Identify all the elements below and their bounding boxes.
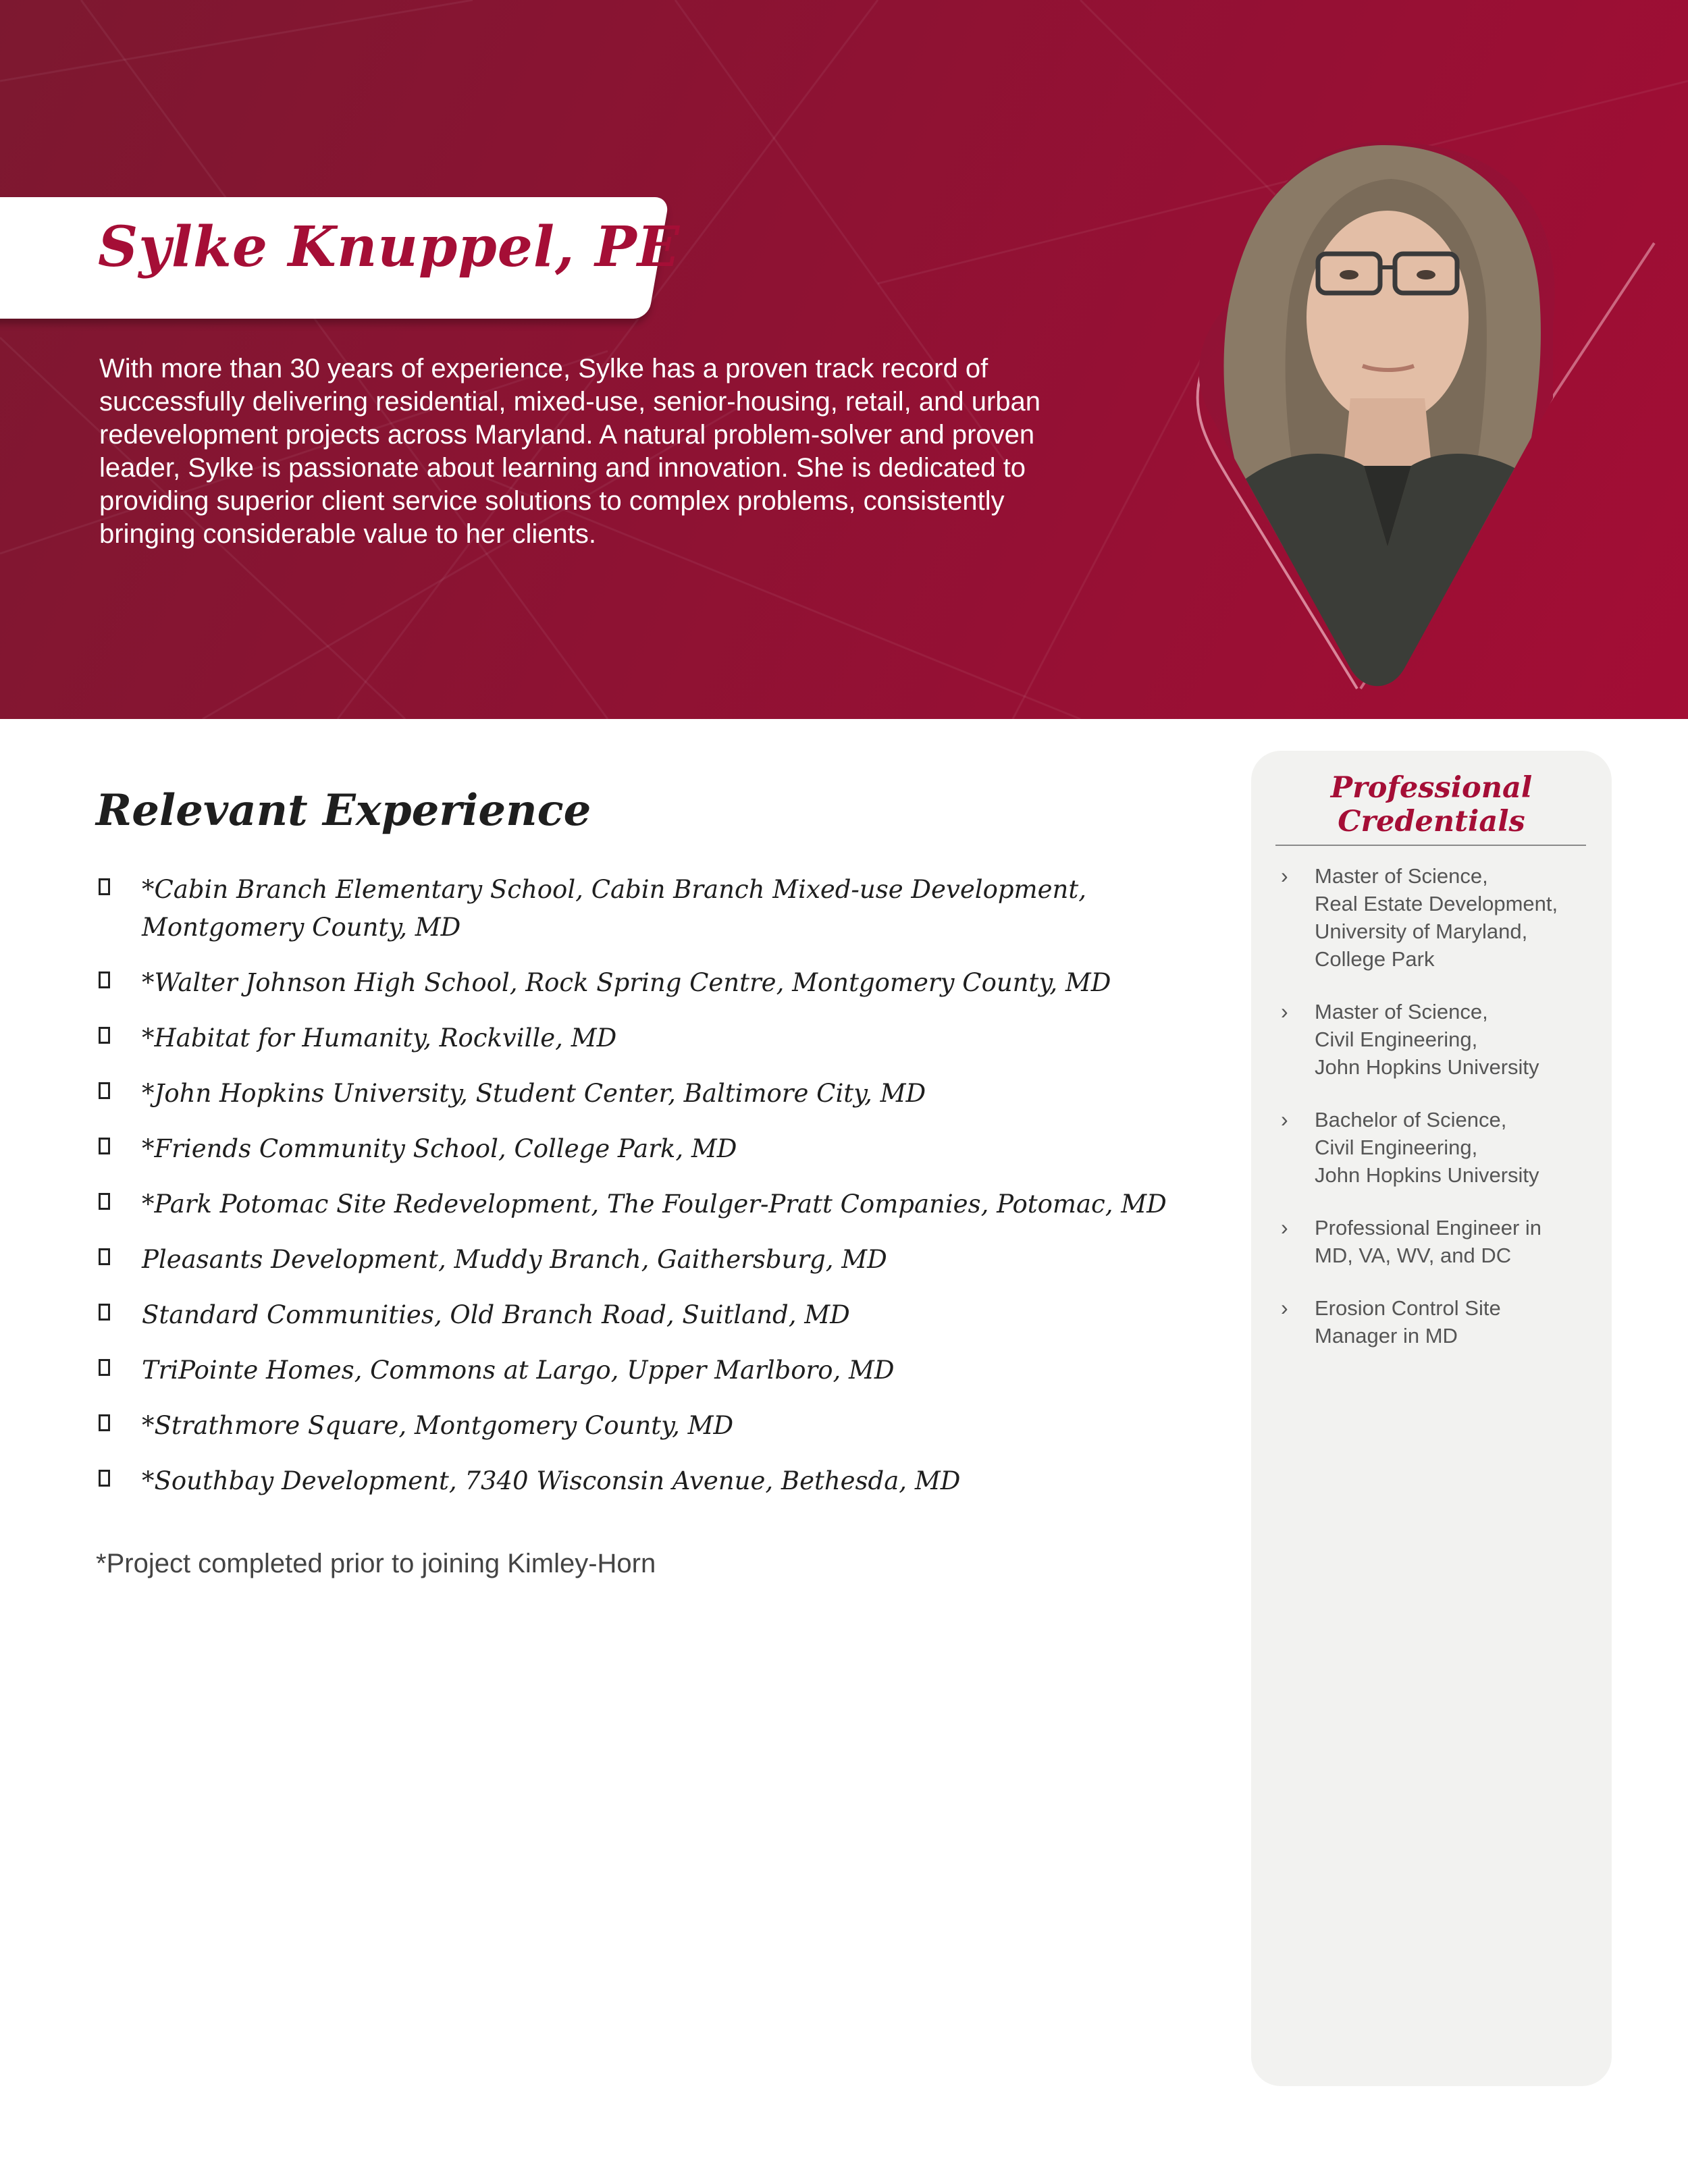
header-banner bbox=[0, 0, 1688, 719]
credentials-list bbox=[1278, 862, 1595, 1375]
list-item-text: *Friends Community School, College Park, MD bbox=[142, 1134, 737, 1163]
list-item-text: Standard Communities, Old Branch Road, Suitland, MD bbox=[142, 1300, 850, 1329]
list-item bbox=[96, 1296, 1210, 1334]
bullet-box-icon bbox=[99, 1359, 110, 1376]
portrait-photo bbox=[1188, 128, 1661, 709]
list-item-text: *John Hopkins University, Student Center, Baltimore City, MD bbox=[142, 1079, 926, 1108]
chevron-right-icon: › bbox=[1281, 1215, 1288, 1240]
credential-text: Master of Science, Real Estate Development, University of Maryland, College Park bbox=[1315, 864, 1558, 971]
list-item-text: *Habitat for Humanity, Rockville, MD bbox=[142, 1023, 617, 1053]
list-item bbox=[96, 1186, 1210, 1223]
person-name: Sylke Knuppel, PE bbox=[98, 215, 681, 279]
list-item-text: *Park Potomac Site Redevelopment, The Foulger-Pratt Companies, Potomac, MD bbox=[142, 1190, 1167, 1219]
footnote: *Project completed prior to joining Kimley-Horn bbox=[96, 1549, 656, 1578]
bullet-box-icon bbox=[99, 1082, 110, 1099]
list-item bbox=[96, 871, 1210, 947]
list-item-text: *Strathmore Square, Montgomery County, MD bbox=[142, 1411, 734, 1440]
list-item bbox=[96, 1075, 1210, 1113]
bullet-box-icon bbox=[99, 1138, 110, 1154]
credential-item bbox=[1278, 1106, 1595, 1189]
list-item bbox=[96, 964, 1210, 1002]
bullet-box-icon bbox=[99, 1027, 110, 1044]
bullet-box-icon bbox=[99, 1193, 110, 1210]
list-item bbox=[96, 1130, 1210, 1168]
bullet-box-icon bbox=[99, 1248, 110, 1265]
bullet-box-icon bbox=[99, 878, 110, 895]
list-item-text: *Southbay Development, 7340 Wisconsin Avenue, Bethesda, MD bbox=[142, 1466, 961, 1495]
credential-text: Professional Engineer in MD, VA, WV, and DC bbox=[1315, 1216, 1542, 1267]
credential-item bbox=[1278, 1294, 1595, 1350]
divider bbox=[1275, 845, 1586, 846]
credential-item bbox=[1278, 998, 1595, 1081]
bullet-box-icon bbox=[99, 1304, 110, 1321]
bullet-box-icon bbox=[99, 1470, 110, 1487]
credentials-title: Professional Credentials bbox=[1330, 771, 1533, 838]
credential-text: Bachelor of Science, Civil Engineering, John Hopkins University bbox=[1315, 1108, 1539, 1187]
credential-text: Erosion Control Site Manager in MD bbox=[1315, 1296, 1501, 1348]
list-item-text: *Walter Johnson High School, Rock Spring Centre, Montgomery County, MD bbox=[142, 968, 1111, 997]
credential-item bbox=[1278, 1214, 1595, 1269]
list-item bbox=[96, 1019, 1210, 1057]
chevron-right-icon: › bbox=[1281, 999, 1288, 1023]
list-item bbox=[96, 1407, 1210, 1445]
list-item bbox=[96, 1241, 1210, 1279]
list-item-text: TriPointe Homes, Commons at Largo, Upper Marlboro, MD bbox=[142, 1356, 895, 1385]
list-item-text: Pleasants Development, Muddy Branch, Gaithersburg, MD bbox=[142, 1245, 887, 1274]
chevron-right-icon: › bbox=[1281, 863, 1288, 888]
list-item-text: *Cabin Branch Elementary School, Cabin Branch Mixed-use Development, Montgomery County, MD bbox=[142, 875, 1086, 942]
bio-paragraph: With more than 30 years of experience, Sylke has a proven track record of successfully delivering residential, mixed-use, senior-housing, retail, and urban redevelopment projects across Maryland. A natural problem-solver and proven leader, Sylke is passionate about learning and innovation. She is dedicated to providing superior client service solutions to complex problems, consistently bringing considerable value to her clients. bbox=[99, 354, 1041, 549]
section-title-relevant-experience: Relevant Experience bbox=[96, 785, 591, 836]
credential-item bbox=[1278, 862, 1595, 973]
list-item bbox=[96, 1352, 1210, 1389]
list-item bbox=[96, 1462, 1210, 1500]
credential-text: Master of Science, Civil Engineering, John Hopkins University bbox=[1315, 1000, 1539, 1079]
credentials-sidebar bbox=[1251, 751, 1612, 2086]
chevron-right-icon: › bbox=[1281, 1296, 1288, 1320]
experience-list bbox=[96, 871, 1210, 1518]
bullet-box-icon bbox=[99, 971, 110, 988]
chevron-right-icon: › bbox=[1281, 1107, 1288, 1131]
bullet-box-icon bbox=[99, 1414, 110, 1431]
